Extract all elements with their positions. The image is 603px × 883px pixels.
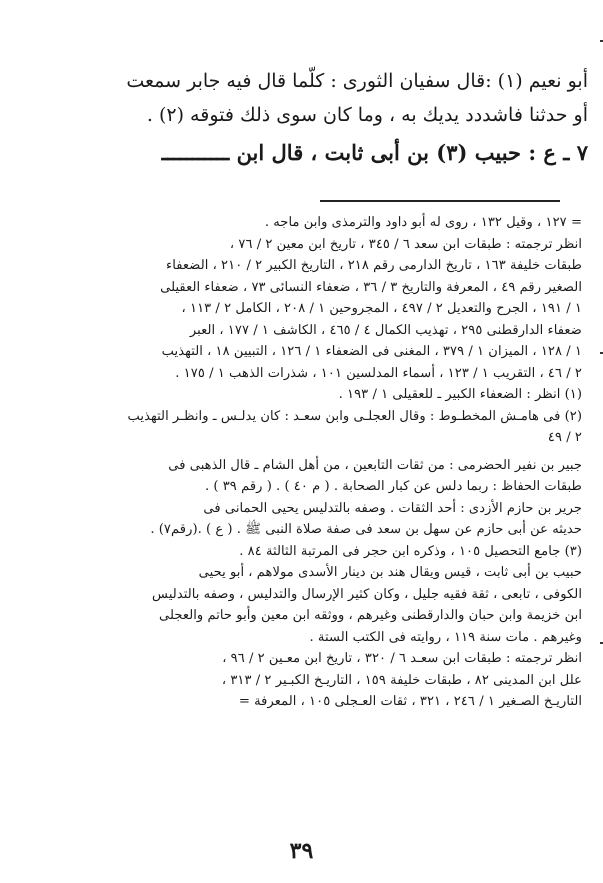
footnotes-block (60, 212, 582, 713)
footnote-line: طبقات الحفاظ : ربما دلس عن كبار الصحابة . ( م ٤٠ ) . ( رقم ٣٩ ) . (204, 479, 582, 494)
footnote-line: ضعفاء الدارقطنى ٢٩٥ ، تهذيب الكمال ٤ / ٤٦٥ ، الكاشف ١ / ١٧٧ ، العبر (189, 322, 582, 338)
footnote-3: (٣) جامع التحصيل ١٠٥ ، وذكره ابن حجر فى المرتبة الثالثة ٨٤ . (239, 543, 582, 559)
footnote-line: وغيرهم . مات سنة ١١٩ ، روايته فى الكتب الستة . (309, 629, 582, 645)
footnote-line: انظر ترجمته : طبقات ابن سعـد ٦ / ٣٢٠ ، تاريخ ابن معـين ٢ / ٩٦ ، (222, 651, 582, 666)
footnote-line: التاريـخ الصـغير ١ / ٢٤٦ ، ٣٢١ ، ثقات العـجلى ١٠٥ ، المعرفة = (238, 694, 582, 709)
footnote-line: ابن خزيمة وابن حبان والدارقطنى وغيرهم ، ووثقه ابن معين وأبو حاتم والعجلى (158, 608, 582, 623)
footnote-line: الصغير رقم ٤٩ ، المعرفة والتاريخ ٣ / ٣٦ ، ضعفاء النسائى ٧٣ ، ضعفاء العقيلى (160, 279, 582, 295)
main-text-line: أبو نعيم (١) :قال سفيان الثورى : كلّما قال فيه جابر سمعت (126, 70, 588, 92)
footnote-line: الكوفى ، تابعى ، ثقة فقيه جليل ، وكان كثير الإرسال والتدليس ، وصفه بالتدليس (152, 586, 582, 602)
footnote-line: حديثه عن أبى حازم عن سهل بن سعد فى صفة صلاة النبى ﷺ . ( ع ) .(رقم٧) . (150, 522, 582, 537)
main-text-block (58, 64, 588, 170)
footnote-separator (320, 200, 560, 202)
footnote-line: طبقات خليفة ١٦٣ ، تاريخ الدارمى رقم ٢١٨ ، التاريخ الكبير ٢ / ٢١٠ ، الضعفاء (166, 258, 582, 273)
footnote-line: ١ / ١٢٨ ، الميزان ١ / ٣٧٩ ، المغنى فى الضعفاء ١ / ١٢٦ ، التبيين ١٨ ، التهذيب (161, 344, 582, 359)
footnote-line: جبير بن نفير الحضرمى : من ثقات التابعين ، من أهل الشام ـ قال الذهبى فى (168, 457, 582, 473)
footnote-1: (١) انظر : الضعفاء الكبير ـ للعقيلى ١ / ١٩٣ . (338, 387, 582, 402)
page-number: ٣٩ (289, 838, 314, 864)
footnote-line: = ١٢٧ ، وقيل ١٣٢ ، روى له أبو داود والترمذى وابن ماجه . (264, 215, 582, 230)
footnote-line: حبيب بن أبى ثابت ، قيس ويقال هند بن دينار الأسدى مولاهم ، أبو يحيى (198, 565, 582, 580)
footnote-line: ٢ / ٤٦ ، التقريب ١ / ١٢٣ ، أسماء المدلسين ١٠١ ، شذرات الذهب ١ / ١٧٥ . (175, 365, 582, 381)
footnote-line: انظر ترجمته : طبقات ابن سعد ٦ / ٣٤٥ ، تاريخ ابن معين ٢ / ٧٦ ، (229, 236, 582, 252)
footnote-line: ١ / ١٩١ ، الجرح والتعديل ٢ / ٤٩٧ ، المجروحين ١ / ٢٠٨ ، الكامل ٢ / ١١٣ ، (181, 301, 582, 316)
narrator-heading: ٧ ـ ع : حبيب (٣) بن أبى ثابت ، قال ابن ـــــــــــ (161, 140, 588, 165)
footnote-line: علل ابن المدينى ٨٢ ، طبقات خليفة ١٥٩ ، التاريـخ الكبـير ٢ / ٣١٣ ، (221, 672, 582, 688)
footnote-2: (٢) فى هامـش المخطـوط : وقال العجلـى وابن سعـد : كان يدلـس ـ وانظـر التهذيب (127, 408, 582, 424)
footnote-line: ٢ / ٤٩ (547, 430, 582, 445)
footnote-line: جرير بن حازم الأزدى : أحد الثقات . وصفه بالتدليس يحيى الحمانى فى (203, 500, 582, 516)
main-text-line: أو حدثنا فاشددد يديك به ، وما كان سوى ذلك فتوقه (٢) . (146, 104, 588, 126)
